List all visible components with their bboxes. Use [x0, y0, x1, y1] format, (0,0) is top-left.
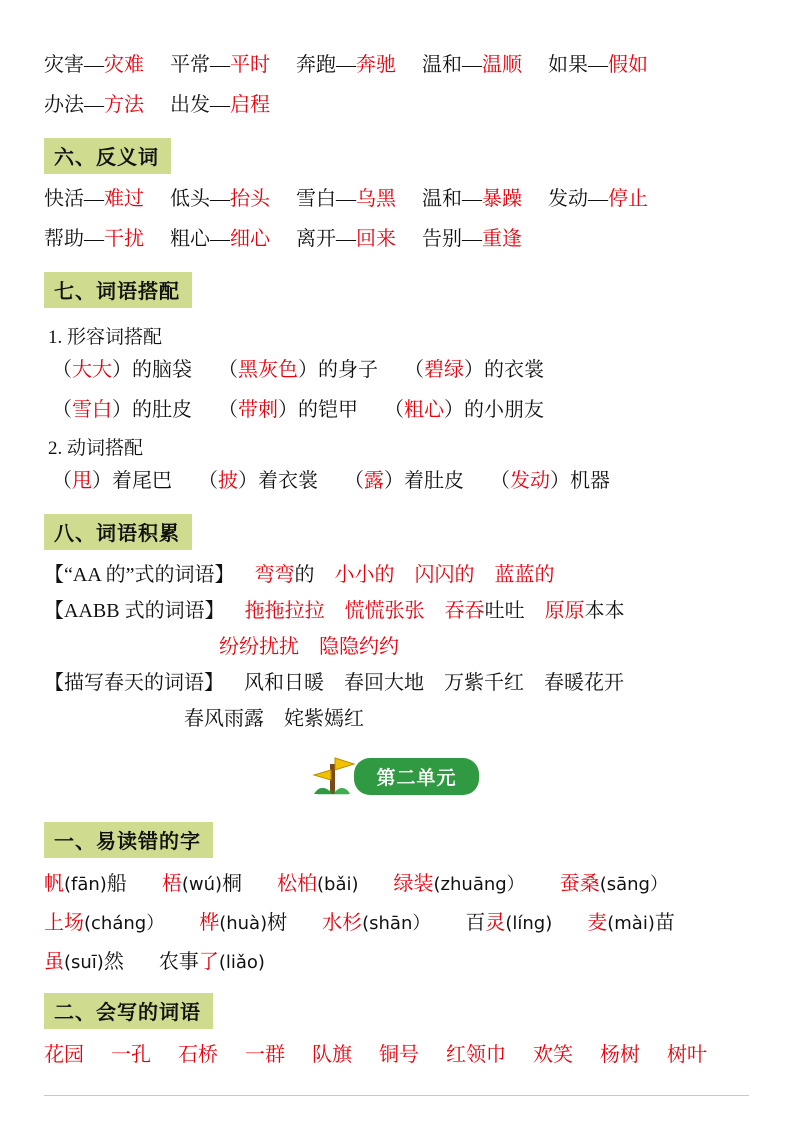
accumulation-item: 万紫千红 — [444, 672, 524, 694]
word-right: 启程 — [230, 94, 270, 116]
collocation-tail: 的身子 — [318, 359, 378, 381]
write-word: 一孔 — [111, 1044, 151, 1066]
pinyin-item: 蚕桑(sāng） — [559, 873, 668, 895]
pinyin-row — [44, 944, 749, 981]
word-right: 抬头 — [230, 188, 270, 210]
accumulation-row — [44, 666, 749, 700]
pinyin-item: 百灵(líng) — [465, 912, 553, 934]
word-right: 方法 — [104, 94, 144, 116]
antonym-row — [44, 222, 749, 256]
word-right: 奔驰 — [356, 54, 396, 76]
word-right: 乌黑 — [356, 188, 396, 210]
word-pair: 灾害—灾难 — [44, 54, 144, 76]
accumulation-item: 拖拖拉拉 — [244, 600, 325, 622]
collocation-fill: 披 — [218, 470, 238, 492]
pinyin-row — [44, 905, 749, 942]
word-left: 办法 — [44, 94, 84, 116]
accumulation-item: 闪闪的 — [414, 564, 475, 586]
word-pair: 奔跑—奔驰 — [296, 54, 396, 76]
word-left: 温和 — [422, 54, 462, 76]
collocation-tail: 机器 — [570, 470, 610, 492]
write-word: 欢笑 — [533, 1044, 573, 1066]
pinyin-item: 桦(huà)树 — [199, 912, 288, 934]
word-right: 温顺 — [482, 54, 522, 76]
collocation-fill: 粗心 — [404, 399, 444, 421]
accumulation-row — [184, 702, 749, 736]
accumulation-item: 春风雨露 — [184, 708, 264, 730]
accumulation-row — [44, 594, 749, 628]
pinyin-item: 农事了(liǎo) — [158, 951, 265, 973]
collocation-fill: 甩 — [72, 470, 92, 492]
accumulation-item: 弯弯的 — [254, 564, 315, 586]
accumulation-label: 【“AA 的”式的词语】 — [44, 564, 235, 586]
accumulation-item: 春回大地 — [344, 672, 424, 694]
word-left: 帮助 — [44, 228, 84, 250]
pinyin-item: 虽(suī)然 — [44, 951, 124, 973]
write-word: 树叶 — [667, 1044, 707, 1066]
pinyin-row — [44, 866, 749, 903]
collocation-item: （碧绿）的衣裳 — [404, 359, 544, 381]
word-left: 雪白 — [296, 188, 336, 210]
word-left: 如果 — [548, 54, 588, 76]
word-left: 出发 — [170, 94, 210, 116]
write-word: 花园 — [44, 1044, 84, 1066]
word-pair: 温和—温顺 — [422, 54, 522, 76]
collocation-item: （黑灰色）的身子 — [218, 359, 378, 381]
collocation-fill: 带刺 — [238, 399, 278, 421]
collocation-fill: 碧绿 — [424, 359, 464, 381]
collocation-tail: 的肚皮 — [132, 399, 192, 421]
word-right: 平时 — [230, 54, 270, 76]
collocation-item: （粗心）的小朋友 — [384, 399, 544, 421]
word-right: 难过 — [104, 188, 144, 210]
accumulation-section — [44, 504, 749, 736]
write-word: 杨树 — [600, 1044, 640, 1066]
accumulation-row — [219, 630, 749, 664]
section-title-accumulation: 八、词语积累 — [44, 514, 192, 550]
accumulation-item: 姹紫嫣红 — [284, 708, 364, 730]
word-pair: 告别—重逢 — [422, 228, 522, 250]
section-title-easy-wrong: 一、易读错的字 — [44, 822, 213, 858]
collocation-tail: 的铠甲 — [298, 399, 358, 421]
write-word: 铜号 — [379, 1044, 419, 1066]
collocation-fill: 露 — [364, 470, 384, 492]
accumulation-row — [44, 558, 749, 592]
word-left: 奔跑 — [296, 54, 336, 76]
write-word: 石桥 — [178, 1044, 218, 1066]
word-right: 暴躁 — [482, 188, 522, 210]
accumulation-item: 原原本本 — [544, 600, 625, 622]
word-pair: 粗心—细心 — [170, 228, 270, 250]
synonym-row — [44, 48, 749, 82]
word-pair: 出发—启程 — [170, 94, 270, 116]
word-right: 回来 — [356, 228, 396, 250]
word-pair: 办法—方法 — [44, 94, 144, 116]
collocation-item: （披）着衣裳 — [198, 470, 318, 492]
pinyin-item: 松柏(bǎi) — [277, 873, 359, 895]
accumulation-item: 春暖花开 — [544, 672, 624, 694]
write-words-row — [44, 1037, 749, 1073]
section-title-antonyms: 六、反义词 — [44, 138, 171, 174]
word-left: 粗心 — [170, 228, 210, 250]
pinyin-item: 麦(mài)苗 — [587, 912, 675, 934]
collocation-fill: 发动 — [510, 470, 550, 492]
collocation-item: （雪白）的肚皮 — [52, 399, 192, 421]
pinyin-item: 上场(cháng） — [44, 912, 165, 934]
word-pair: 帮助—干扰 — [44, 228, 144, 250]
accumulation-item: 隐隐约约 — [319, 636, 399, 658]
pinyin-item: 水杉(shān） — [322, 912, 431, 934]
word-right: 停止 — [608, 188, 648, 210]
word-pair: 离开—回来 — [296, 228, 396, 250]
collocation-fill: 黑灰色 — [238, 359, 298, 381]
collocation-tail: 的小朋友 — [464, 399, 544, 421]
collocation-tail: 的衣裳 — [484, 359, 544, 381]
synonym-row — [44, 88, 749, 122]
accumulation-item: 纷纷扰扰 — [219, 636, 299, 658]
word-pair: 低头—抬头 — [170, 188, 270, 210]
accumulation-item: 蓝蓝的 — [494, 564, 555, 586]
word-left: 发动 — [548, 188, 588, 210]
word-left: 告别 — [422, 228, 462, 250]
easy-wrong-section — [44, 812, 749, 981]
collocation-fill: 大大 — [72, 359, 112, 381]
collocation-tail: 的脑袋 — [132, 359, 192, 381]
accumulation-item: 慌慌张张 — [344, 600, 425, 622]
unit-label: 第二单元 — [354, 758, 478, 795]
antonyms-section — [44, 128, 749, 256]
word-left: 灾害 — [44, 54, 84, 76]
signpost-icon — [310, 754, 356, 798]
collocation-item: （露）着肚皮 — [344, 470, 464, 492]
pinyin-item: 梧(wú)桐 — [161, 873, 243, 895]
accumulation-label: 【AABB 式的词语】 — [44, 600, 225, 622]
collocation-row — [52, 393, 749, 427]
write-word: 一群 — [245, 1044, 285, 1066]
collocation-tail: 着衣裳 — [258, 470, 318, 492]
subsection-verb: 2. 动词搭配 — [48, 438, 144, 459]
collocation-tail: 着尾巴 — [112, 470, 172, 492]
accumulation-label: 【描写春天的词语】 — [44, 672, 224, 694]
pinyin-item: 帆(fān)船 — [44, 873, 127, 895]
word-pair: 快活—难过 — [44, 188, 144, 210]
synonyms-section — [44, 48, 749, 122]
accumulation-item: 小小的 — [334, 564, 395, 586]
word-left: 离开 — [296, 228, 336, 250]
write-words-section — [44, 983, 749, 1073]
collocation-fill: 雪白 — [72, 399, 112, 421]
word-left: 快活 — [44, 188, 84, 210]
word-left: 温和 — [422, 188, 462, 210]
word-right: 假如 — [608, 54, 648, 76]
word-right: 重逢 — [482, 228, 522, 250]
write-word: 红领巾 — [446, 1044, 506, 1066]
collocation-item: （大大）的脑袋 — [52, 359, 192, 381]
page-footer-rule — [44, 1095, 749, 1096]
accumulation-item: 吞吞吐吐 — [444, 600, 525, 622]
antonym-row — [44, 182, 749, 216]
word-left: 平常 — [170, 54, 210, 76]
word-pair: 雪白—乌黑 — [296, 188, 396, 210]
collocation-row — [52, 464, 749, 498]
collocation-item: （甩）着尾巴 — [52, 470, 172, 492]
word-pair: 温和—暴躁 — [422, 188, 522, 210]
word-right: 干扰 — [104, 228, 144, 250]
word-left: 低头 — [170, 188, 210, 210]
collocation-item: （发动）机器 — [490, 470, 610, 492]
word-right: 灾难 — [104, 54, 144, 76]
unit-banner — [44, 754, 749, 798]
word-right: 细心 — [230, 228, 270, 250]
section-title-write-words: 二、会写的词语 — [44, 993, 213, 1029]
subsection-adjective: 1. 形容词搭配 — [48, 327, 163, 348]
collocation-item: （带刺）的铠甲 — [218, 399, 358, 421]
collocation-section — [44, 262, 749, 498]
collocation-row — [52, 353, 749, 387]
word-pair: 平常—平时 — [170, 54, 270, 76]
write-word: 队旗 — [312, 1044, 352, 1066]
accumulation-item: 风和日暖 — [244, 672, 324, 694]
word-pair: 如果—假如 — [548, 54, 648, 76]
word-pair: 发动—停止 — [548, 188, 648, 210]
section-title-collocation: 七、词语搭配 — [44, 272, 192, 308]
collocation-tail: 着肚皮 — [404, 470, 464, 492]
pinyin-item: 绿装(zhuāng） — [393, 873, 525, 895]
